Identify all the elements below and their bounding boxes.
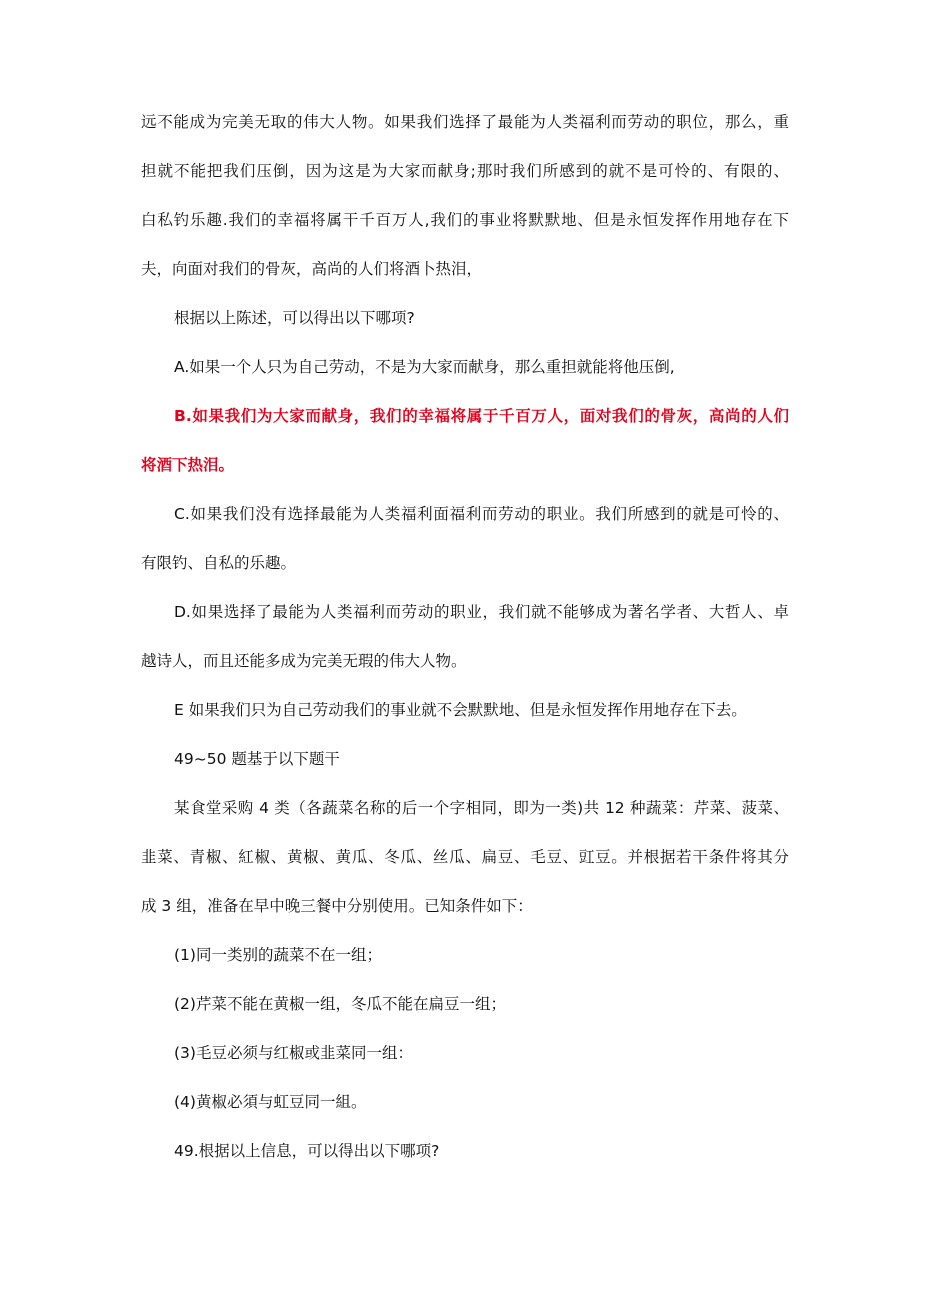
problem-text: 某食堂采购 4 类（各蔬菜名称的后一个字相同，即为一类)共 12 种蔬菜：芹菜、菠菜、 [174, 799, 789, 817]
problem-text: 韭菜、青椒、紅椒、黄椒、黄瓜、冬瓜、丝瓜、扁豆、毛豆、豇豆。并根据若干条件将其分 [141, 848, 789, 866]
question-stem: 根据以上陈述，可以得出以下哪项? [174, 309, 415, 327]
paragraph-line: 担就不能把我们压倒，因为这是为大家而献身;那时我们所感到的就不是可怜的、有限的、 [141, 162, 789, 180]
option-d: D.如果选择了最能为人类福利而劳动的职业，我们就不能够成为著名学者、大哲人、卓 [174, 603, 789, 621]
problem-text: 成 3 组，准备在早中晚三餐中分别使用。已知条件如下： [141, 897, 533, 915]
paragraph-line: 白私钓乐趣.我们的幸福将属干千百万人,我们的事业将默默地、但是永恒发挥作用地存在下 [141, 211, 789, 229]
option-e: E 如果我们只为自己劳动我们的事业就不会默默地、但是永恒发挥作用地存在下去。 [174, 701, 747, 719]
option-c-cont: 有限钓、自私的乐趣。 [141, 554, 297, 572]
condition-3: (3)毛豆必须与红椒或韭菜同一组： [174, 1044, 413, 1062]
condition-1: (1)同一类别的蔬菜不在一组； [174, 946, 382, 964]
question-49: 49.根据以上信息，可以得出以下哪项? [174, 1142, 440, 1160]
paragraph-line: 夫，向面对我们的骨灰，高尚的人们将酒卜热泪， [141, 260, 483, 278]
option-b-correct-answer-cont: 将酒下热泪。 [141, 456, 235, 474]
section-heading: 49~50 题基于以下题干 [174, 750, 340, 768]
paragraph-line: 远不能成为完美无取的伟大人物。如果我们选择了最能为人类福利而劳动的职位，那么，重 [141, 113, 789, 131]
condition-4: (4)黄椒必須与虹豆同一組。 [174, 1093, 367, 1111]
option-a: A.如果一个人只为自己劳动，不是为大家而献身，那么重担就能将他压倒, [174, 358, 675, 376]
document-body [141, 98, 789, 1176]
option-b-correct-answer: B.如果我们为大家而献身，我们的幸福将属于千百万人，面对我们的骨灰，高尚的人们 [174, 407, 789, 425]
option-d-cont: 越诗人，而且还能多成为完美无瑕的伟大人物。 [141, 652, 467, 670]
condition-2: (2)芹菜不能在黄椒一组，冬瓜不能在扁豆一组； [174, 995, 506, 1013]
option-c: C.如果我们没有选择最能为人类福利面福利而劳动的职业。我们所感到的就是可怜的、 [174, 505, 789, 523]
